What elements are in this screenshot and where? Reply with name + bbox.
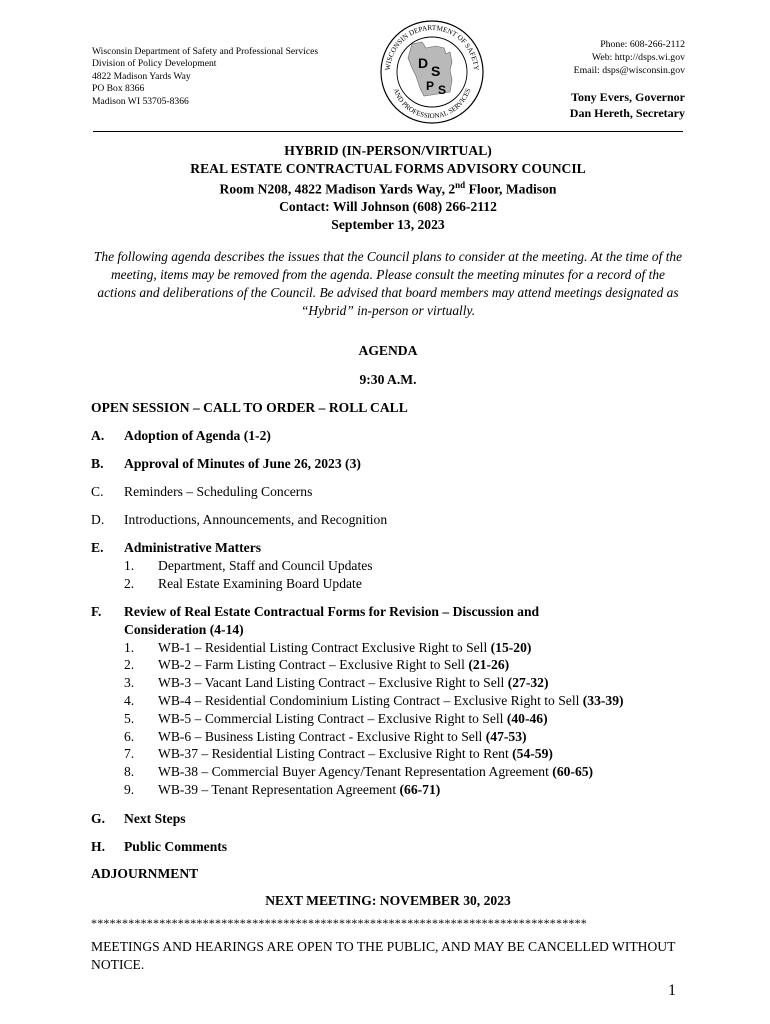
header-divider — [93, 131, 683, 132]
seal-letter-s2: S — [438, 83, 447, 97]
sub-item: 2. Real Estate Examining Board Update — [124, 575, 362, 591]
sub-item: 2. WB-2 – Farm Listing Contract – Exclusive Right to Sell (21-26) — [124, 657, 510, 673]
address-line: Wisconsin Department of Safety and Professional Services — [92, 46, 319, 57]
title-line-1: HYBRID (IN-PERSON/VIRTUAL) — [284, 143, 492, 158]
title-line-5: September 13, 2023 — [331, 216, 445, 232]
title-line-2: REAL ESTATE CONTRACTUAL FORMS ADVISORY COUNCIL — [190, 160, 586, 176]
asterisk-divider: ******************************************************************************** — [91, 916, 587, 930]
intro-paragraph: The following agenda describes the issues that the Council plans to consider at the meeting. At the time of the meeting, items may be removed from the agenda. Please consult the meeting minutes for a record of the actions and deliberations of the Council. Be advised that board members may attend meetings designated as “Hybrid” in-person or virtually. — [93, 249, 683, 318]
department-address — [92, 46, 318, 108]
sub-item: 9. WB-39 – Tenant Representation Agreement (66-71) — [124, 781, 441, 797]
sub-item: 5. WB-5 – Commercial Listing Contract – Exclusive Right to Sell (40-46) — [124, 710, 548, 726]
public-notice: MEETINGS AND HEARINGS ARE OPEN TO THE PUBLIC, AND MAY BE CANCELLED WITHOUT NOTICE. — [91, 939, 676, 972]
address-line: 4822 Madison Yards Way — [92, 70, 191, 82]
sub-item: 6. WB-6 – Business Listing Contract - Exclusive Right to Sell (47-53) — [124, 728, 527, 744]
phone-line: Phone: 608-266-2112 — [600, 39, 685, 50]
address-line: Madison WI 53705-8366 — [92, 95, 189, 107]
seal-letter-p: P — [426, 79, 435, 93]
officials — [570, 90, 685, 121]
sub-item: 3. WB-3 – Vacant Land Listing Contract – Exclusive Right to Sell (27-32) — [124, 675, 549, 691]
governor-line: Tony Evers, Governor — [571, 90, 685, 104]
contact-info — [574, 38, 685, 77]
sub-item: 8. WB-38 – Commercial Buyer Agency/Tenant Representation Agreement (60-65) — [124, 764, 594, 780]
adjournment-heading: ADJOURNMENT — [91, 866, 199, 881]
sub-item: 7. WB-37 – Residential Listing Contract – Exclusive Right to Rent (54-59) — [124, 746, 553, 762]
seal-ring-bottom-text: AND PROFESSIONAL SERVICES — [391, 87, 473, 121]
seal-ring-top-text: WISCONSIN DEPARTMENT OF SAFETY — [383, 23, 481, 71]
title-line-4: Contact: Will Johnson (608) 266-2112 — [279, 199, 497, 215]
dsps-seal-logo — [378, 18, 486, 126]
meeting-time: 9:30 A.M. — [359, 372, 417, 387]
page-number: 1 — [668, 982, 676, 999]
next-meeting: NEXT MEETING: NOVEMBER 30, 2023 — [265, 893, 511, 908]
sub-item: 4. WB-4 – Residential Condominium Listing Contract – Exclusive Right to Sell (33-39) — [124, 692, 624, 708]
address-line: Division of Policy Development — [92, 58, 217, 70]
seal-letter-s: S — [431, 63, 441, 79]
web-line: Web: http://dsps.wi.gov — [591, 52, 685, 63]
secretary-line: Dan Hereth, Secretary — [569, 105, 685, 120]
title-line-3: Room N208, 4822 Madison Yards Way, 2nd Floor, Madison — [219, 180, 557, 197]
seal-letter-d: D — [418, 55, 429, 71]
meeting-title-block — [93, 142, 683, 233]
agenda-heading: AGENDA — [358, 343, 418, 358]
sub-item: 1. WB-1 – Residential Listing Contract Exclusive Right to Sell (15-20) — [124, 639, 532, 655]
address-line: PO Box 8366 — [92, 83, 145, 95]
sub-item: 1. Department, Staff and Council Updates — [124, 557, 373, 573]
open-session-heading: OPEN SESSION – CALL TO ORDER – ROLL CALL — [91, 400, 408, 415]
email-line: Email: dsps@wisconsin.gov — [573, 65, 685, 76]
